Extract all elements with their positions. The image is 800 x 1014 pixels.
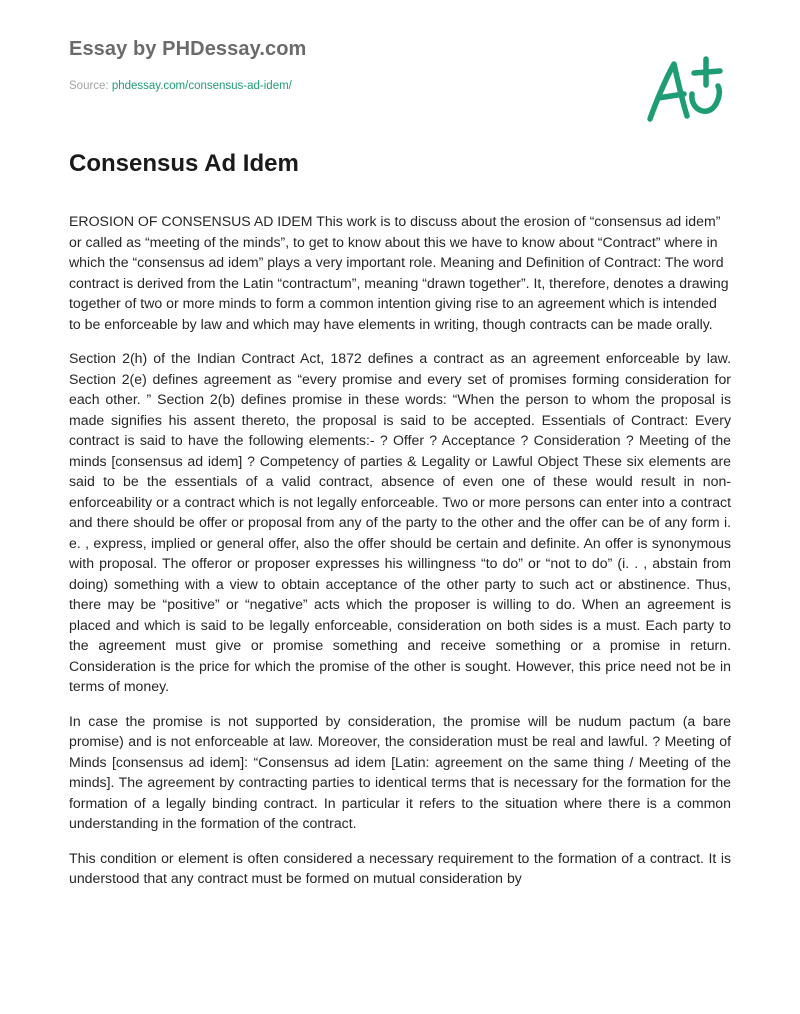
paragraph-4: This condition or element is often considered a necessary requirement to the formation of a contract. It is understood that any contract must be formed on mutual consideration by — [69, 849, 731, 886]
paragraph-3: In case the promise is not supported by consideration, the promise will be nudum pactum (a bare promise) and is not enforceable at law. Moreover, the consideration must be real and lawful. ? Meeting of Minds [consensus ad idem]: “Consensus ad idem [Latin: agreement on the same thing / Meeting of the minds]. The agreement by contracting parties to identical terms that is necessary for the formation for the formation of a legally binding contract. In particular it refers to the situation where there is a common understanding in the formation of the contract. — [69, 712, 731, 831]
source-label: Source: — [69, 80, 112, 92]
essay-body — [69, 211, 731, 903]
source-line — [69, 80, 292, 92]
source-link[interactable]: phdessay.com/consensus-ad-idem/ — [111, 80, 292, 92]
essay-title: Consensus Ad Idem — [69, 150, 299, 177]
site-brand: Essay by PHDessay.com — [69, 38, 307, 60]
paragraph-1: EROSION OF CONSENSUS AD IDEM This work is to discuss about the erosion of “consensus ad idem” or called as “meeting of the minds”, to get to know about this we have to know about “Contract” where in which the “consensus ad idem” plays a very important role. Meaning and Definition of Contract: The word contract is derived from the Latin “contractum”, meaning “drawn together”. It, therefore, denotes a drawing together of two or more minds to form a common intention giving rise to an agreement which is intended to be enforceable by law and which may have elements in writing, though contracts can be made orally. — [69, 213, 729, 332]
a-plus-logo-icon — [640, 52, 732, 134]
paragraph-2: Section 2(h) of the Indian Contract Act, 1872 defines a contract as an agreement enforceable by law. Section 2(e) defines agreement as “every promise and every set of promises forming consideration for each other. ” Section 2(b) defines promise in these words: “When the person to whom the proposal is made signifies his assent thereto, the proposal is said to be accepted. Essentials of Contract: Every contract is said to have the following elements:- ? Offer ? Acceptance ? Consideration ? Meeting of the minds [consensus ad idem] ? Competency of parties & Legality or Lawful Object These six elements are said to be the essentials of a valid contract, absence of even one of these would result in non-enforceability or a contract which is not legally enforceable. Two or more persons can enter into a contract and there should be offer or proposal from any of the party to the other and the offer can be of any form i. e. , express, implied or general offer, also the offer should be certain and definite. An offer is synonymous with proposal. The offeror or proposer expresses his willingness “to do” or “not to do” (i. . , abstain from doing) something with a view to obtain acceptance of the other party to such act or abstinence. Thus, there may be “positive” or “negative” acts which the proposer is willing to do. When an agreement is placed and which is said to be legally enforceable, consideration on both sides is a must. Each party to the agreement must give or promise something and receive something or a promise in return. Consideration is the price for which the promise of the other is sought. However, this price need not be in terms of money. — [69, 350, 731, 694]
a-plus-logo-graphic — [640, 52, 732, 134]
